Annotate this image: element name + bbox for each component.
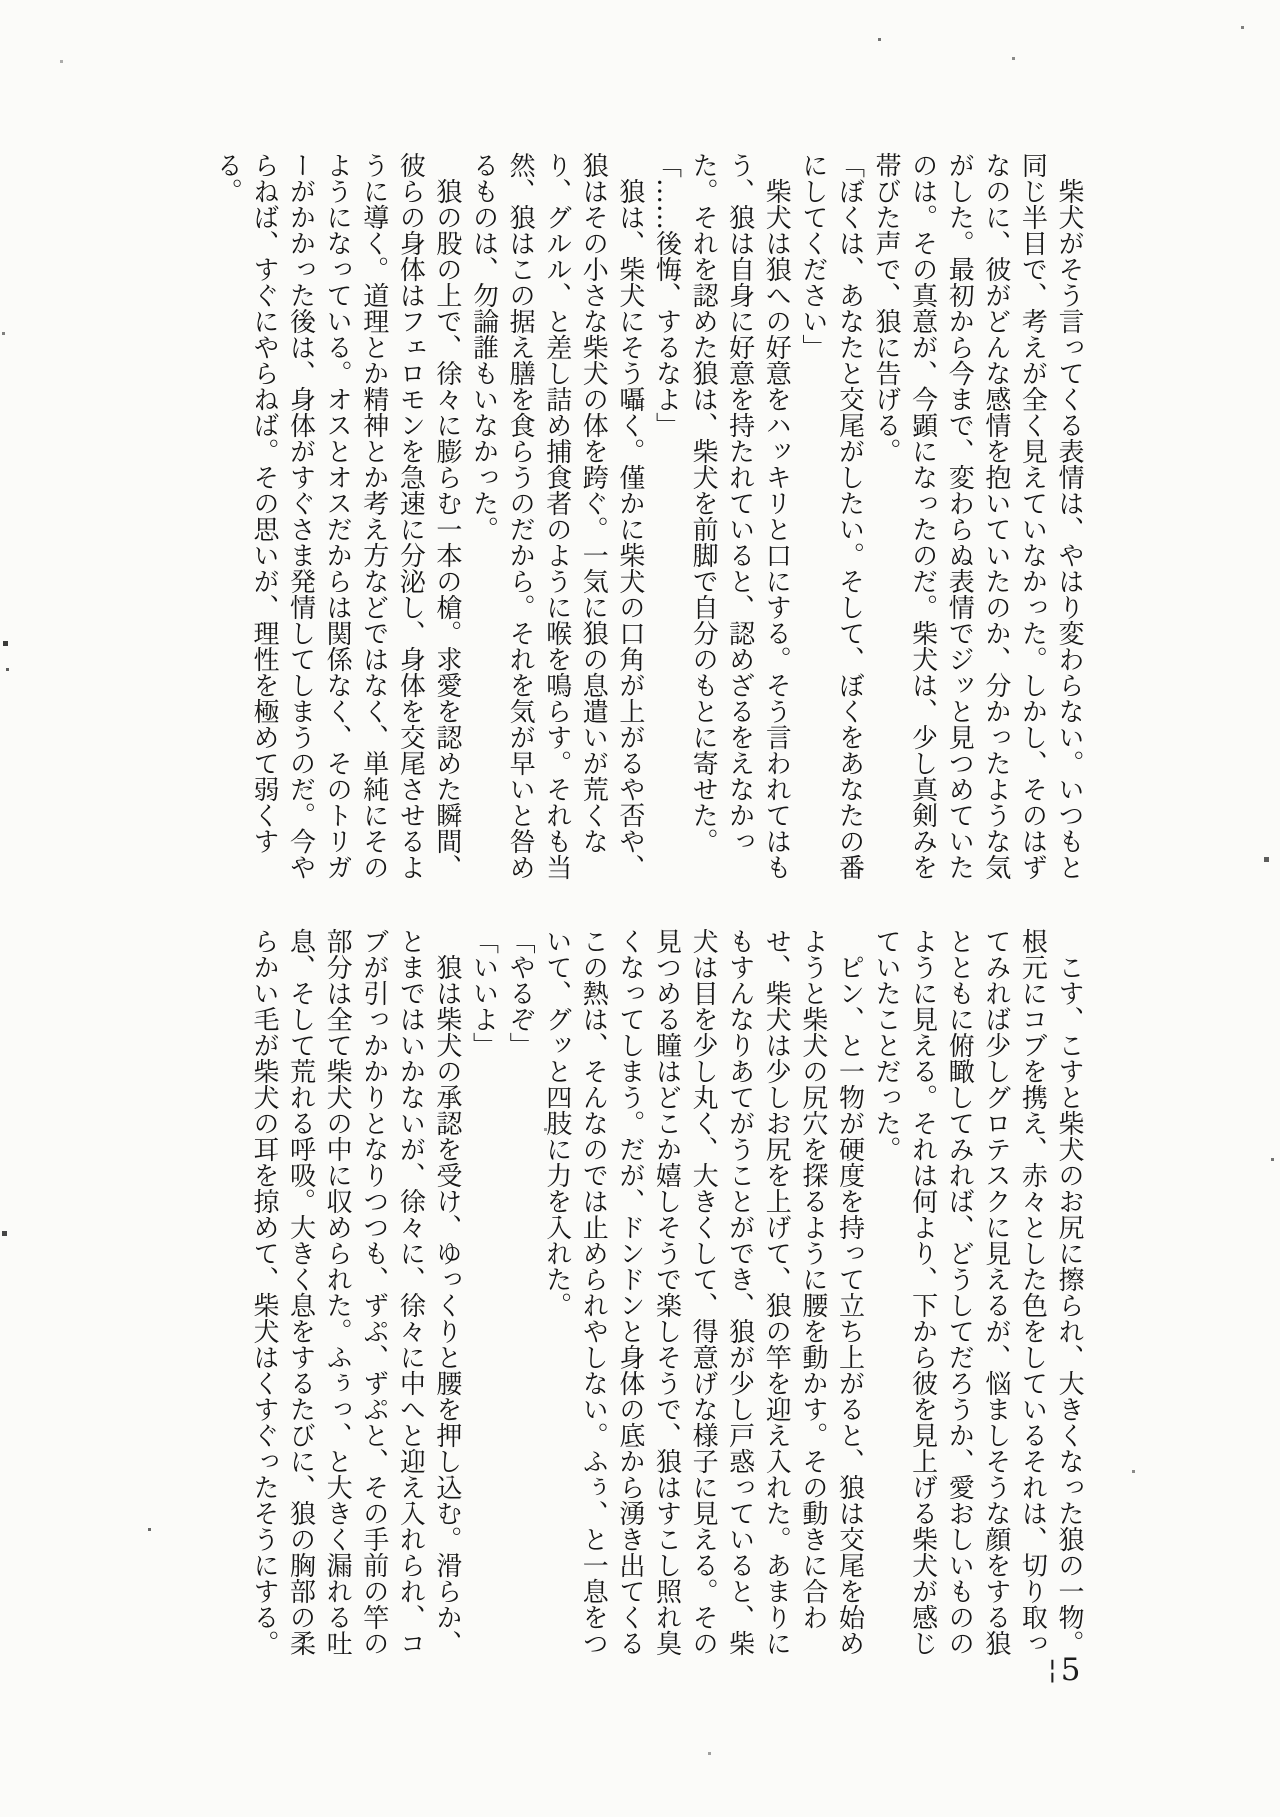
- paragraph-narrative: 狼の股の上で、徐々に膨らむ一本の槍。求愛を認めた瞬間、彼らの身体はフェロモンを急速に分泌し、身体を交尾させるように導く。道理とか精神とか考え方などではなく、単純にそのようになっている。オスとオスだからは関係なく、そのトリガーがかかった後は、身体がすぐさま発情してしまうのだ。今やらねば、すぐにやらねば。その思いが、理性を極めて弱くする。: [212, 152, 462, 880]
- paragraph-narrative: 柴犬がそう言ってくる表情は、やはり変わらない。いつもと同じ半目で、考えが全く見えていなかった。しかし、そのはずなのに、彼がどんな感情を抱いていたのか、分かったような気がした。最初から今まで、変わらぬ表情でジッと見つめていたのは。その真意が、今顕になったのだ。柴犬は、少し真剣みを帯びた声で、狼に告げる。: [871, 152, 1084, 880]
- paragraph-narrative: ピン、と一物が硬度を持って立ち上がると、狼は交尾を始めようと柴犬の尻穴を探るように腰を動かす。その動きに合わせ、柴犬は少しお尻を上げて、狼の竿を迎え入れた。あまりにもすんなりあてがうことができ、狼が少し戸惑っていると、柴犬は目を少し丸く、大きくして、得意げな様子に見える。その見つめる瞳はどこか嬉しそうで楽しそうで、狼はすこし照れ臭くなってしまう。だが、ドンドンと身体の底から湧き出てくるこの熱は、そんなのでは止められやしない。ふぅ、と一息をついて、グッと四肢に力を入れた。: [541, 928, 865, 1656]
- paragraph-narrative: 狼は、柴犬にそう囁く。僅かに柴犬の口角が上がるや否や、狼はその小さな柴犬の体を跨ぐ。一気に狼の息遣いが荒くなり、グルル、と差し詰め捕食者のように喉を鳴らす。それも当然、狼はこの据え膳を食らうのだから。それを気が早いと咎めるものは、勿論誰もいなかった。: [468, 152, 645, 880]
- paragraph-narrative: こす、こすと柴犬のお尻に擦られ、大きくなった狼の一物。根元にコブを携え、赤々とした色をしているそれは、切り取ってみれば少しグロテスクに見えるが、悩ましそうな顔をする狼とともに俯瞰してみれば、どうしてだろうか、愛おしいもののように見える。それは何より、下から彼を見上げる柴犬が感じていたことだった。: [871, 928, 1084, 1656]
- page-number: [1048, 1652, 1085, 1688]
- scan-noise-specks: [0, 0, 3, 3]
- paragraph-narrative: 狼は柴犬の承認を受け、ゆっくりと腰を押し込む。滑らか、とまではいかないが、徐々に、徐々に中へと迎え入れられ、コブが引っかかりとなりつつも、ずぷ、ずぷと、その手前の竿の部分は全て柴犬の中に収められた。ふぅっ、と大きく漏れる吐息、そして荒れる呼吸。大きく息をするたびに、狼の胸部の柔らかい毛が柴犬の耳を掠めて、柴犬はくすぐったそうにする。: [248, 928, 462, 1656]
- top-text-block: [212, 152, 1087, 883]
- paragraph-dialogue: 「やるぞ」: [505, 928, 536, 1058]
- paragraph-dialogue: 「ぼくは、あなたと交尾がしたい。そして、ぼくをあなたの番にしてください」: [797, 152, 865, 880]
- paragraph-narrative: 柴犬は狼への好意をハッキリと口にする。そう言われてはもう、狼は自身に好意を持たれていると、認めざるをえなかった。それを認めた狼は、柴犬を前脚で自分のもとに寄せた。: [688, 152, 792, 880]
- paragraph-dialogue: 「……後悔、するなよ」: [651, 152, 682, 438]
- page-number-marker: ¦: [1048, 1655, 1061, 1685]
- page-number-value: 5: [1060, 1652, 1085, 1688]
- bottom-text-block: [237, 928, 1087, 1661]
- paragraph-dialogue: 「いいよ」: [468, 928, 499, 1058]
